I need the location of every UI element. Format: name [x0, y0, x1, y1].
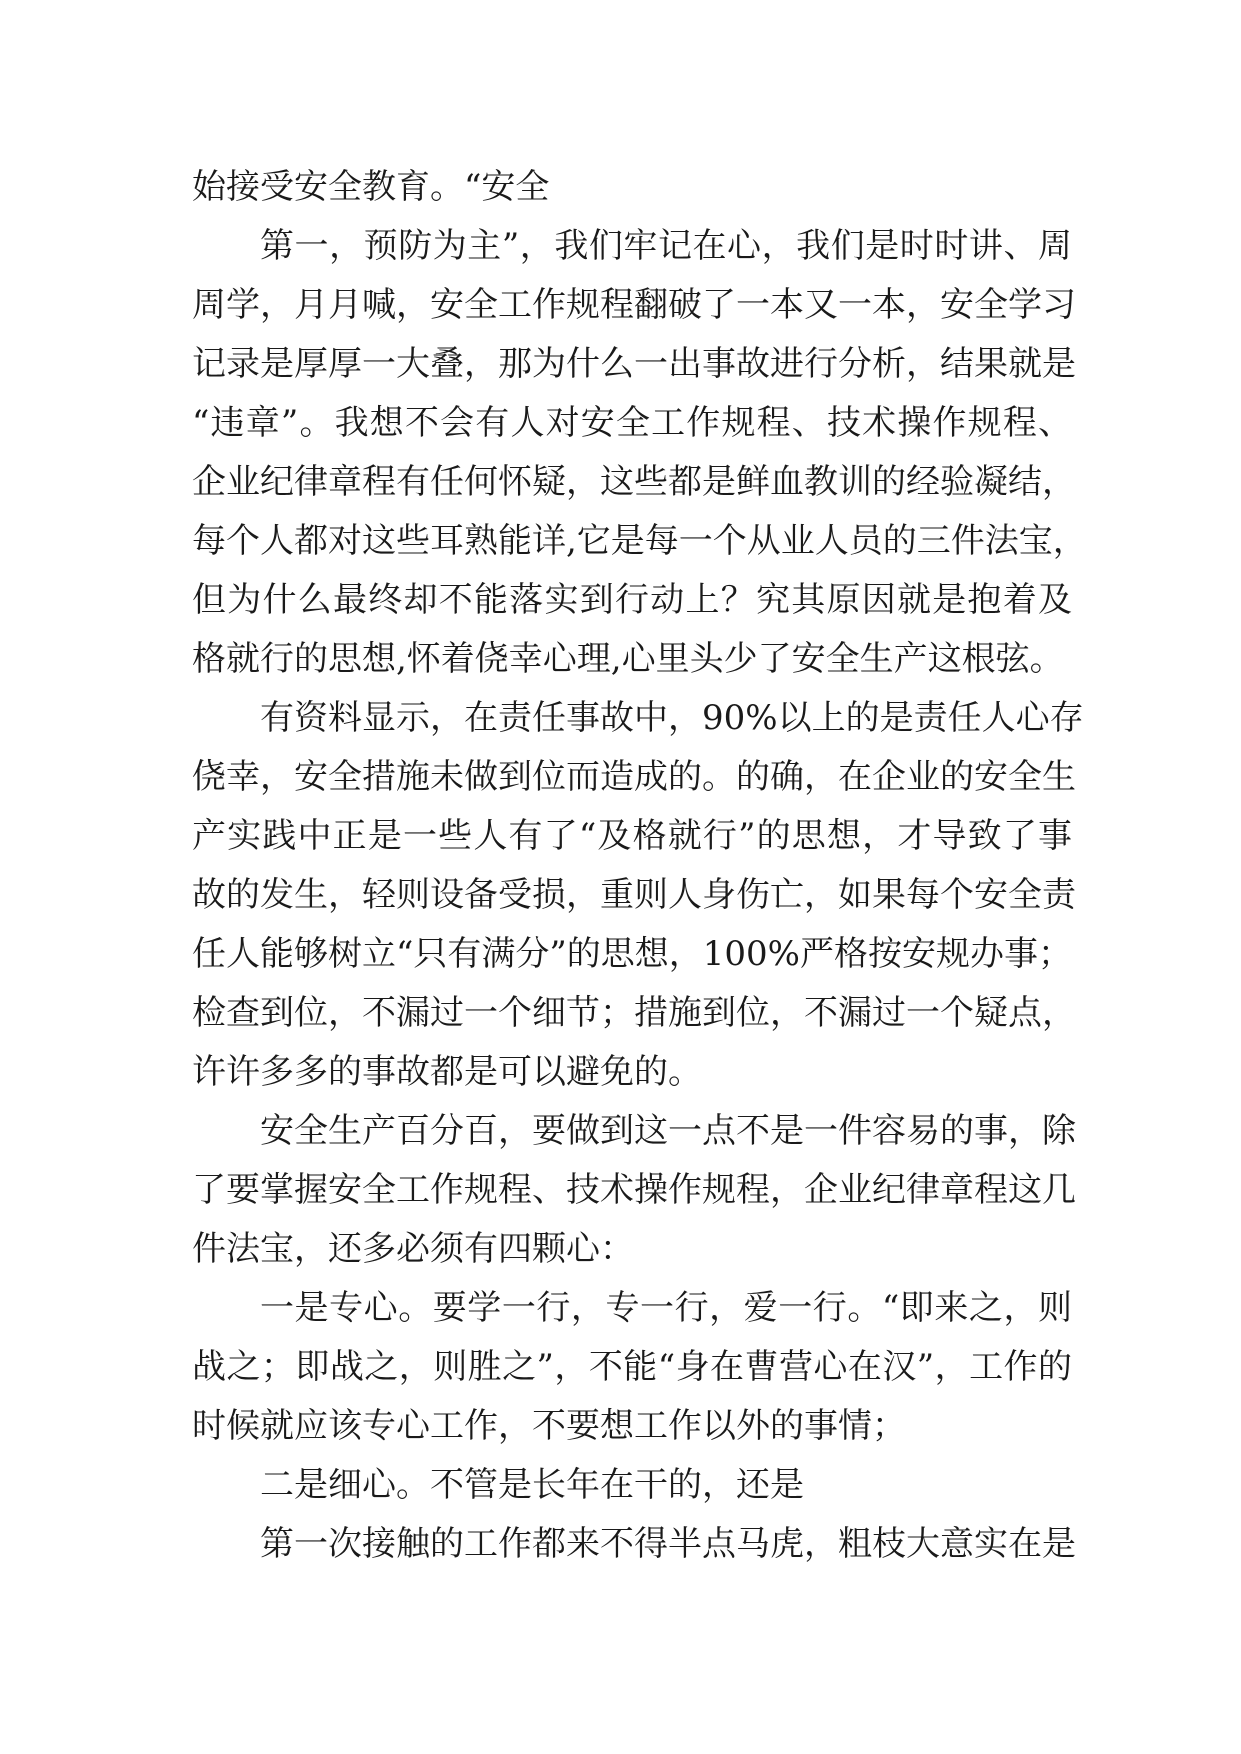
text-line: 但为什么最终却不能落实到行动上？究其原因就是抱着及 — [192, 580, 1072, 620]
text-line: 侥幸，安全措施未做到位而造成的。的确，在企业的安全生 — [192, 757, 1076, 797]
text-line: 检查到位，不漏过一个细节；措施到位，不漏过一个疑点， — [192, 993, 1076, 1033]
text-line: 第一，预防为主”，我们牢记在心，我们是时时讲、周 — [260, 226, 1072, 266]
text-line: 格就行的思想,怀着侥幸心理,心里头少了安全生产这根弦。 — [192, 639, 1064, 679]
text-line: 有资料显示，在责任事故中，90%以上的是责任人心存 — [260, 698, 1084, 738]
text-line: 始接受安全教育。“安全 — [192, 167, 550, 207]
text-line: 许许多多的事故都是可以避免的。 — [192, 1052, 702, 1092]
text-line: 周学，月月喊，安全工作规程翻破了一本又一本，安全学习 — [192, 285, 1076, 325]
text-line: 件法宝，还多必须有四颗心： — [192, 1229, 634, 1269]
text-line: 第一次接触的工作都来不得半点马虎，粗枝大意实在是 — [260, 1524, 1076, 1564]
text-line: 时候就应该专心工作，不要想工作以外的事情； — [192, 1406, 906, 1446]
text-line: “违章”。我想不会有人对安全工作规程、技术操作规程、 — [192, 403, 1072, 443]
text-line: 每个人都对这些耳熟能详,它是每一个从业人员的三件法宝， — [192, 521, 1087, 561]
text-line: 了要掌握安全工作规程、技术操作规程，企业纪律章程这几 — [192, 1170, 1076, 1210]
text-line: 产实践中正是一些人有了“及格就行”的思想，才导致了事 — [192, 816, 1072, 856]
text-line: 企业纪律章程有任何怀疑，这些都是鲜血教训的经验凝结， — [192, 462, 1076, 502]
text-line: 战之；即战之，则胜之”，不能“身在曹营心在汉”，工作的 — [192, 1347, 1072, 1387]
body-text — [192, 158, 1087, 1574]
text-line: 二是细心。不管是长年在干的，还是 — [260, 1465, 804, 1505]
text-line: 记录是厚厚一大叠，那为什么一出事故进行分析，结果就是 — [192, 344, 1076, 384]
text-line: 一是专心。要学一行，专一行，爱一行。“即来之，则 — [260, 1288, 1072, 1328]
text-line: 故的发生，轻则设备受损，重则人身伤亡，如果每个安全责 — [192, 875, 1076, 915]
text-line: 安全生产百分百，要做到这一点不是一件容易的事，除 — [260, 1111, 1076, 1151]
text-line: 任人能够树立“只有满分”的思想，100%严格按安规办事； — [192, 934, 1072, 974]
